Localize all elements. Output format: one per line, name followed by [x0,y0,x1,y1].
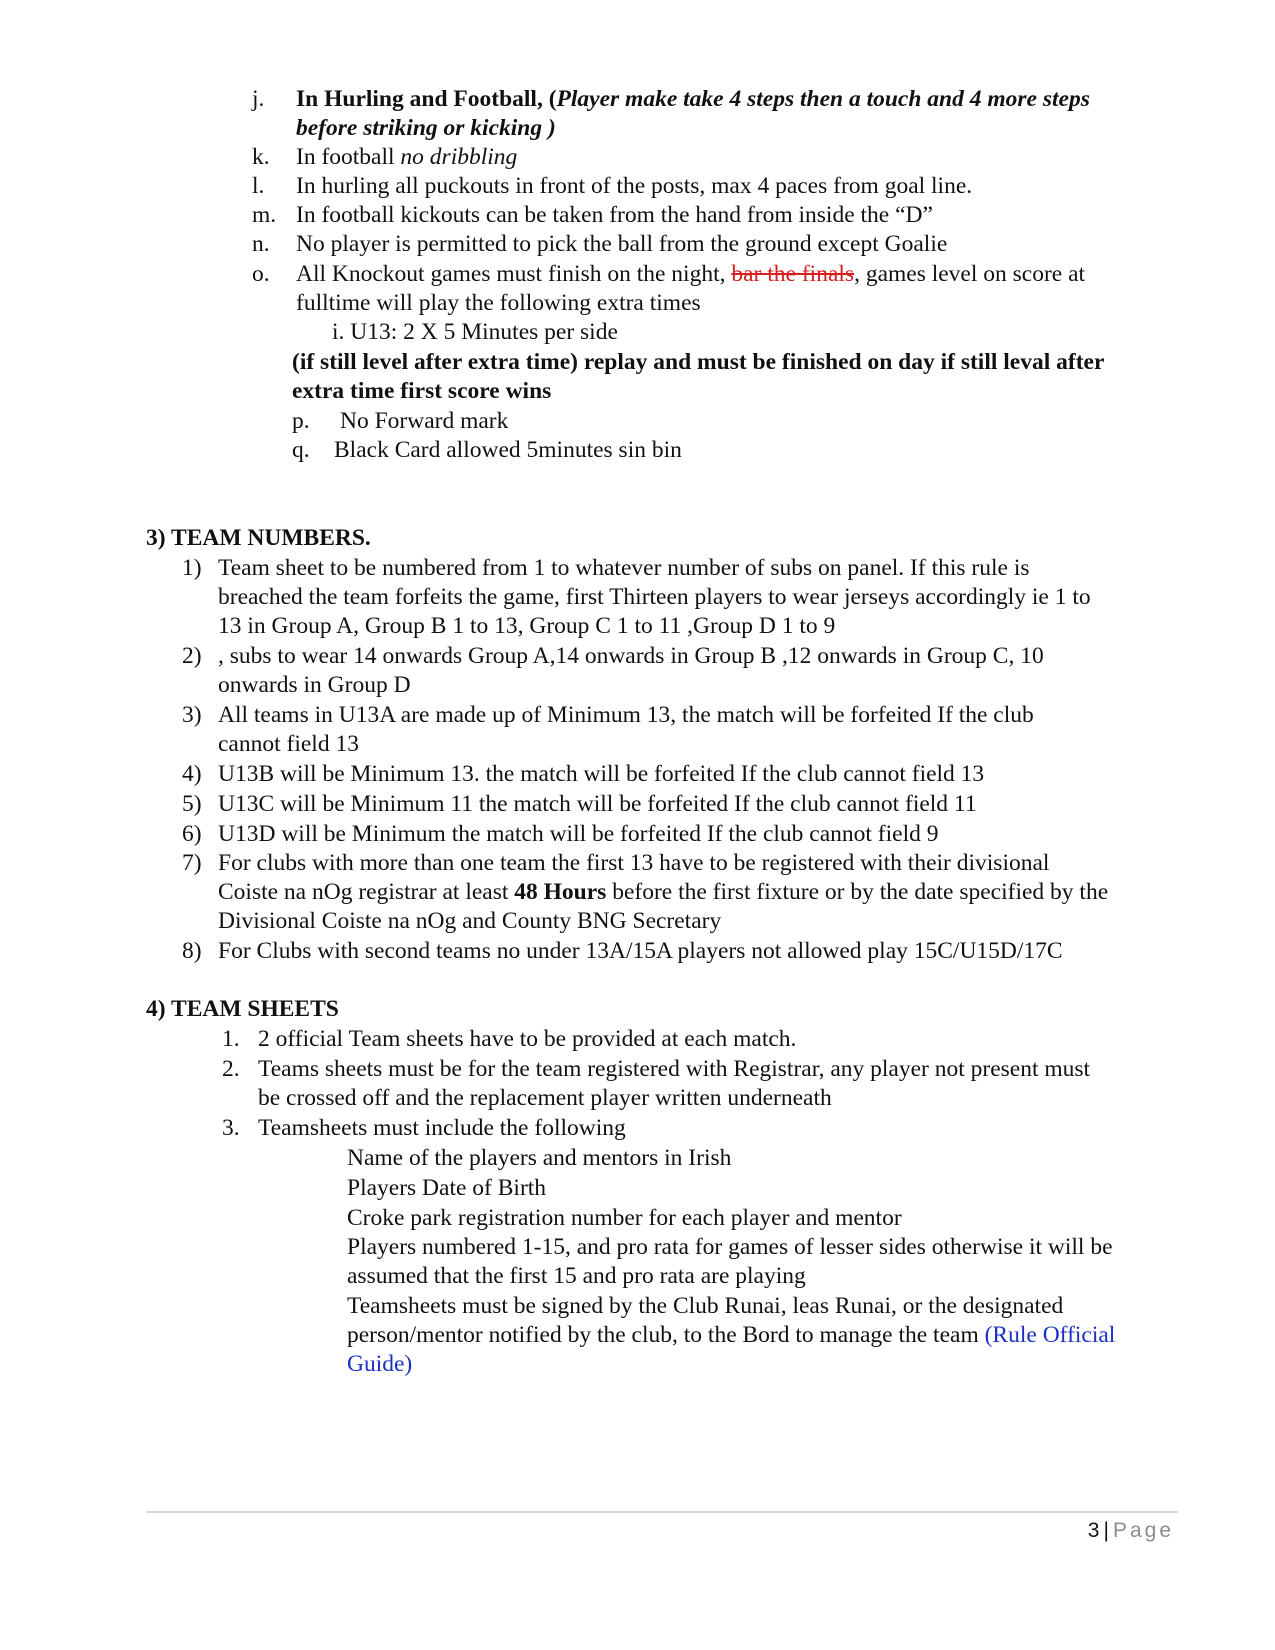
list-marker-j: j. [252,86,265,112]
list-marker: 2. [222,1056,240,1082]
list-marker-k: k. [252,144,270,170]
includes-line [347,1321,1115,1351]
list-item-line: be crossed off and the replacement player written underneath [258,1085,832,1111]
registration-text-before: Coiste na nOg registrar at least [218,879,515,905]
rule-k [296,143,517,173]
list-item-line: For clubs with more than one team the first 13 have to be registered with their divisional [218,850,1050,876]
page-label: Page [1112,1519,1174,1542]
rule-reference-link[interactable]: Guide) [347,1351,413,1377]
section-heading-team-numbers: 3) TEAM NUMBERS. [146,525,371,551]
list-item-line: Teamsheets must include the following [258,1115,626,1141]
list-marker: 6) [182,821,202,847]
list-marker: 8) [182,938,202,964]
page-number: 3 [1087,1519,1100,1542]
registration-deadline: 48 Hours [514,879,607,905]
list-item-line: cannot field 13 [218,731,359,757]
list-marker: 7) [182,850,202,876]
registration-text-after: before the first fixture or by the date specified by the [606,879,1109,905]
list-marker-l: l. [252,173,265,199]
list-item-line [218,878,1108,908]
rule-q: Black Card allowed 5minutes sin bin [334,437,682,463]
list-item-line: Teams sheets must be for the team registered with Registrar, any player not present must [258,1056,1091,1082]
list-marker: 5) [182,791,202,817]
extra-time-note-line-1: (if still level after extra time) replay and must be finished on day if still leval after [292,349,1105,375]
list-marker-o: o. [252,261,270,287]
list-marker: 3. [222,1115,240,1141]
list-marker-n: n. [252,231,270,257]
page-separator: | [1103,1519,1109,1542]
rule-j [296,85,1090,115]
list-item-line: Divisional Coiste na nOg and County BNG Secretary [218,908,722,934]
list-marker: 1. [222,1026,240,1052]
list-item-line: U13C will be Minimum 11 the match will be forfeited If the club cannot field 11 [218,791,977,817]
includes-line: Players Date of Birth [347,1175,547,1201]
page-footer [1088,1516,1174,1546]
list-item-line: , subs to wear 14 onwards Group A,14 onwards in Group B ,12 onwards in Group C, 10 [218,643,1044,669]
rule-o-sub-item: i. U13: 2 X 5 Minutes per side [332,319,618,345]
rule-k-italic: no dribbling [400,144,518,170]
footer-divider [146,1511,1178,1513]
includes-text: person/mentor notified by the club, to the Bord to manage the team [347,1322,985,1348]
list-item-line: All teams in U13A are made up of Minimum 13, the match will be forfeited If the club [218,702,1034,728]
list-item-line: U13D will be Minimum the match will be forfeited If the club cannot field 9 [218,821,939,847]
list-marker: 3) [182,702,202,728]
list-marker: 1) [182,555,202,581]
list-item-line: onwards in Group D [218,672,411,698]
rule-k-text: In football [296,144,401,170]
rule-j-bold: In Hurling and Football, ( [296,86,557,112]
list-item-line: 2 official Team sheets have to be provided at each match. [258,1026,797,1052]
rule-o-line-2: fulltime will play the following extra times [296,290,701,316]
list-item-line: Team sheet to be numbered from 1 to whatever number of subs on panel. If this rule is [218,555,1030,581]
includes-line: Teamsheets must be signed by the Club Runai, leas Runai, or the designated [347,1293,1064,1319]
list-marker: 2) [182,643,202,669]
list-item-line: breached the team forfeits the game, first Thirteen players to wear jerseys accordingly ie 1 to [218,584,1091,610]
rule-j-italic-2: before striking or kicking ) [296,115,556,141]
includes-line: Name of the players and mentors in Irish [347,1145,732,1171]
list-marker-p: p. [292,408,310,434]
rule-j-italic-1: Player make take 4 steps then a touch and 4 more steps [556,86,1090,112]
rule-m: In football kickouts can be taken from the hand from inside the “D” [296,202,933,228]
list-marker: 4) [182,761,202,787]
rule-reference-link[interactable]: (Rule Official [984,1322,1116,1348]
list-item-line: U13B will be Minimum 13. the match will be forfeited If the club cannot field 13 [218,761,985,787]
list-marker-q: q. [292,437,310,463]
rule-o-text-before: All Knockout games must finish on the night, [296,261,732,287]
includes-line: Players numbered 1-15, and pro rata for games of lesser sides otherwise it will be [347,1234,1113,1260]
includes-line: Croke park registration number for each player and mentor [347,1205,902,1231]
list-marker-m: m. [252,202,277,228]
section-heading-team-sheets: 4) TEAM SHEETS [146,996,339,1022]
rule-o-struck-text: bar the finals [731,261,855,287]
rule-l: In hurling all puckouts in front of the posts, max 4 paces from goal line. [296,173,973,199]
list-item-line: 13 in Group A, Group B 1 to 13, Group C 1 to 11 ,Group D 1 to 9 [218,613,836,639]
rule-o [296,260,1085,290]
list-item-line: For Clubs with second teams no under 13A/15A players not allowed play 15C/U15D/17C [218,938,1063,964]
extra-time-note-line-2: extra time first score wins [292,378,552,404]
rule-o-text-after: , games level on score at [854,261,1086,287]
rule-n: No player is permitted to pick the ball from the ground except Goalie [296,231,948,257]
includes-line: assumed that the first 15 and pro rata are playing [347,1263,806,1289]
rule-p: No Forward mark [340,408,509,434]
